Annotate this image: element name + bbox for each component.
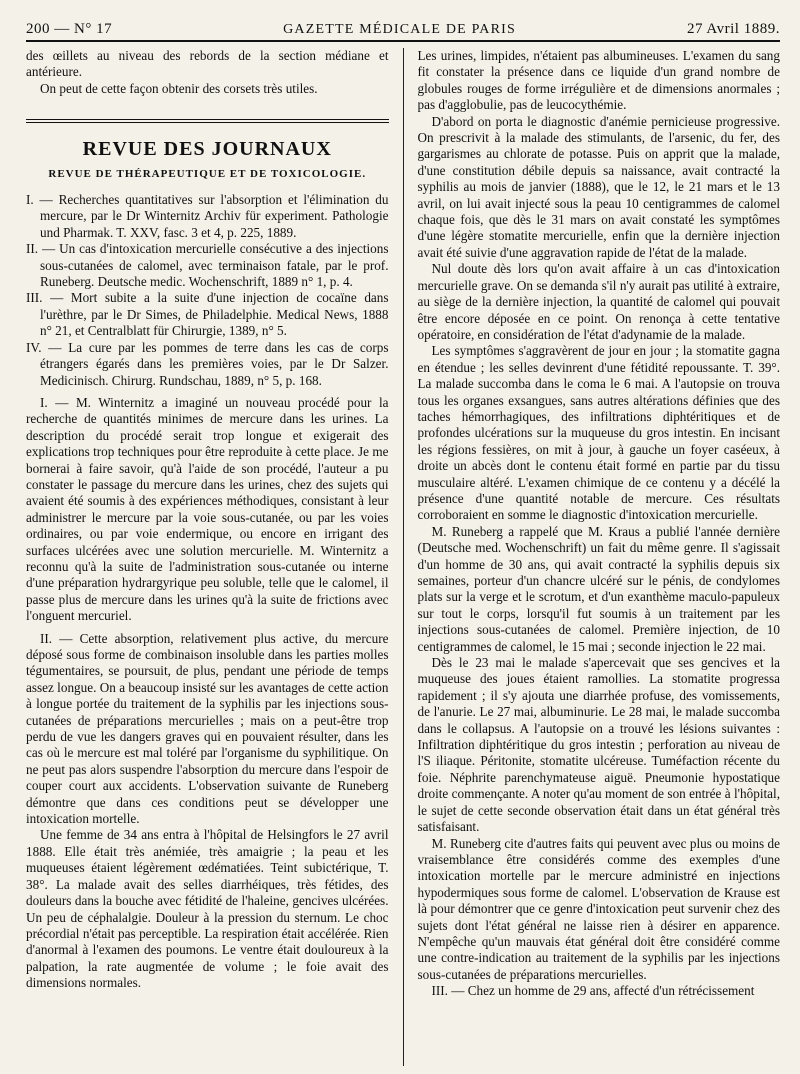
paragraph: Les symptômes s'aggravèrent de jour en jour ; la stomatite gagna en étendue ; les selles devinrent d'une fétidité repoussante. T. 39°. La malade succomba dans le coma le 6 mai. A l'autopsie on trouva tous les organes exsangues, sans autres altérations définies que des taches hémorrhagiques, des infiltrations diphtéritiques et de profondes ulcérations sur la muqueuse du gros intestin. En incisant les régions fessières, on mit à jour, à gauche un foyer caséeux, à droite un abcès dont le contenu était formé en partie par du tissu musculaire altéré. L'examen chimique de ce contenu y a décélé la présence d'une quantité notable de mercure. Ces résultats corroboraient en somme le diagnostic d'intoxication mercurielle. [417, 343, 780, 523]
section-subtitle: REVUE DE THÉRAPEUTIQUE ET DE TOXICOLOGIE. [48, 167, 367, 180]
divider [26, 119, 389, 120]
paragraph: III. — Chez un homme de 29 ans, affecté d'un rétrécissement [431, 983, 755, 999]
column-divider [403, 48, 404, 1066]
paragraph: Les urines, limpides, n'étaient pas albumineuses. L'examen du sang fit constater la présence dans ce liquide d'un grand nombre de globules rouges de forme irrégulière et de dimensions anormales ; pas d'agglobulie, pas de leucocythémie. [417, 48, 780, 113]
left-column [26, 48, 389, 1066]
issue-date: 27 Avril 1889. [687, 21, 780, 37]
reference-item: I. — Recherches quantitatives sur l'absorption et l'élimination du mercure, par le Dr Winternitz Archiv für experiment. Pathologie und Pharmak. T. XXV, fasc. 3 et 4, p. 225, 1889. [26, 192, 389, 240]
reference-item: II. — Un cas d'intoxication mercurielle consécutive a des injections sous-cutanées de calomel, avec terminaison fatale, par le prof. Runeberg. Deutsche medic. Wochenschrift, 1889 n° 1, p. 4. [26, 241, 389, 290]
paragraph: des œillets au niveau des rebords de la section médiane et antérieure. [26, 48, 389, 80]
paragraph: Dès le 23 mai le malade s'apercevait que ses gencives et la muqueuse des joues étaient ramollies. La stomatite progressa rapidement ; il s'y ajouta une diarrhée profuse, des vomissements, de l'anurie. Le 27 mai, albuminurie. Le 28 mai, le malade succomba dans le collapsus. A l'autopsie on a trouvé les lésions suivantes : Infiltration diphtéritique du gros intestin ; perforation au niveau de l'S iliaque. Péritonite, stomatite ulcéreuse. Tuméfaction récente du foie. Néphrite parenchymateuse aiguë. Pneumonie hypostatique droite commençante. A noter qu'au moment de son entrée à l'hôpital, le sujet de cette seconde observation était dans un état général très satisfaisant. [417, 655, 780, 835]
paragraph: D'abord on porta le diagnostic d'anémie pernicieuse progressive. On prescrivit à la malade des stimulants, de l'arsenic, du fer, des gargarismes au chlorate de potasse. Puis on apprit que la malade, d'une constitution débile depuis sa naissance, avait contracté la syphilis au mois de janvier (1888), que le 12, le 21 mars et le 13 avril, on lui avait injecté sous la peau 10 centigrammes de calomel chaque fois, que dès le 31 mars on avait constaté les symptômes d'une légère stomatite mercurielle, enfin que la dernière injection avait été suivie d'une aggravation rapide de l'état de la malade. [417, 113, 780, 260]
divider [26, 122, 389, 123]
paragraph: M. Runeberg a rappelé que M. Kraus a publié l'année dernière (Deutsche med. Wochenschrift) un fait du même genre. Il s'agissait d'un homme de 30 ans, qui avait contracté la syphilis depuis six semaines, porteur d'un chancre ulcéré sur le pénis, de condylomes plats sur la verge et le scrotum, et d'un exanthème maculo-papuleux sur tout le corps, lorsqu'il fut soumis à un traitement par les injections sous-cutanées de calomel. Première injection, de 10 centigrammes de calomel, le 15 mai ; seconde injection le 22 mai. [417, 523, 780, 654]
paragraph: Une femme de 34 ans entra à l'hôpital de Helsingfors le 27 avril 1888. Elle était très anémiée, très amaigrie ; la peau et les muqueuses étaient légèrement œdématiées. Teint subictérique, T. 38°. La malade avait des selles diarrhéiques, très fétides, des douleurs dans la bouche avec fétidité de l'haleine, gencives ulcérées. Un peu de céphalalgie. Douleur à la pression du sternum. Le choc précordial n'était pas perceptible. La respiration était accélérée. Rien d'anormal à l'examen des poumons. Le ventre était douloureux à la palpation, la rate augmentée de volume ; le foie avait des dimensions normales. [26, 827, 389, 991]
paragraph: I. — M. Winternitz a imaginé un nouveau procédé pour la recherche de quantités minimes de mercure dans les urines. La description du procédé serait trop longue et exigerait des explications trop techniques pour être reproduite à cette place. Je me bornerai à faire savoir, qu'à l'aide de son procédé, l'auteur a pu constater le passage du mercure dans les urines, chez des sujets qui avaient été soumis à des expériences méthodiques, consistant à leur administrer le mercure par la voie sous-cutanée, ou par les voies ordinaires, ou par voie endermique, ou encore en irrigant des surfaces ulcérées avec une solution mercurielle. M. Winternitz a reconnu qu'à la suite de l'administration sous-cutanée ou interne d'une préparation hydrargyrique peu soluble, telle que le calomel, il passe plus de mercure dans les urines qu'à la suite de frictions avec l'onguent mercuriel. [26, 394, 389, 624]
right-column [418, 48, 781, 1066]
page-header [26, 14, 780, 38]
paragraph: Nul doute dès lors qu'on avait affaire à un cas d'intoxication mercurielle grave. On se demanda s'il n'y aurait pas utilité à extraire, au siège de la dernière injection, la quantité de calomel qui pouvait être encore déposée en ce point. On renonça à cette tentative opératoire, en considération de l'état d'adynamie de la malade. [417, 261, 780, 342]
paragraph: M. Runeberg cite d'autres faits qui peuvent avec plus ou moins de vraisemblance être considérés comme des exemples d'une intoxication mortelle par le mercure administré en injections hypodermiques sous forme de calomel. L'observation de Krause est là pour démontrer que ce genre d'intoxication peut survenir chez des sujets dont l'état général ne laisse rien à désirer en apparence. N'empêche qu'un mauvais état général doit être considéré comme une contre-indication au traitement de la syphilis par les injections sous-cutanées de préparations mercurielles. [417, 835, 780, 982]
paragraph: On peut de cette façon obtenir des corsets très utiles. [40, 80, 318, 96]
paragraph: II. — Cette absorption, relativement plus active, du mercure déposé sous forme de combinaison insoluble dans les parties molles tégumentaires, se poursuit, de plus, pendant une période de temps assez longue. On a beaucoup insisté sur les avantages de cette action à longue portée du traitement de la syphilis par les injections sous-cutanées de préparations mercurielles ; mais on a peut-être trop perdu de vue les dangers graves qui en pouvaient résulter, dans les cas où le mercure est mal toléré par l'organisme du syphilitique. On ne peut pas alors suspendre l'absorption du mercure dans l'espoir de couper court aux accidents. L'observation suivante de Runeberg démontre que dans ces conditions peut se développer une intoxication mortelle. [26, 630, 389, 827]
reference-item: III. — Mort subite a la suite d'une injection de cocaïne dans l'urèthre, par le Dr Simes, de Philadelphie. Medical News, 1888 n° 21, et Centralblatt für Chirurgie, 1389, n° 5. [26, 290, 389, 339]
reference-item: IV. — La cure par les pommes de terre dans les cas de corps étrangers égarés dans les premières voies, par le Dr Salzer. Medicinisch. Chirurg. Rundschau, 1889, n° 5, p. 168. [26, 339, 389, 388]
section-title: REVUE DES JOURNAUX [82, 138, 332, 161]
header-rule [26, 40, 780, 42]
columns [26, 48, 780, 1066]
page-number: 200 — N° 17 [26, 21, 113, 37]
journal-title: GAZETTE MÉDICALE DE PARIS [283, 22, 516, 37]
